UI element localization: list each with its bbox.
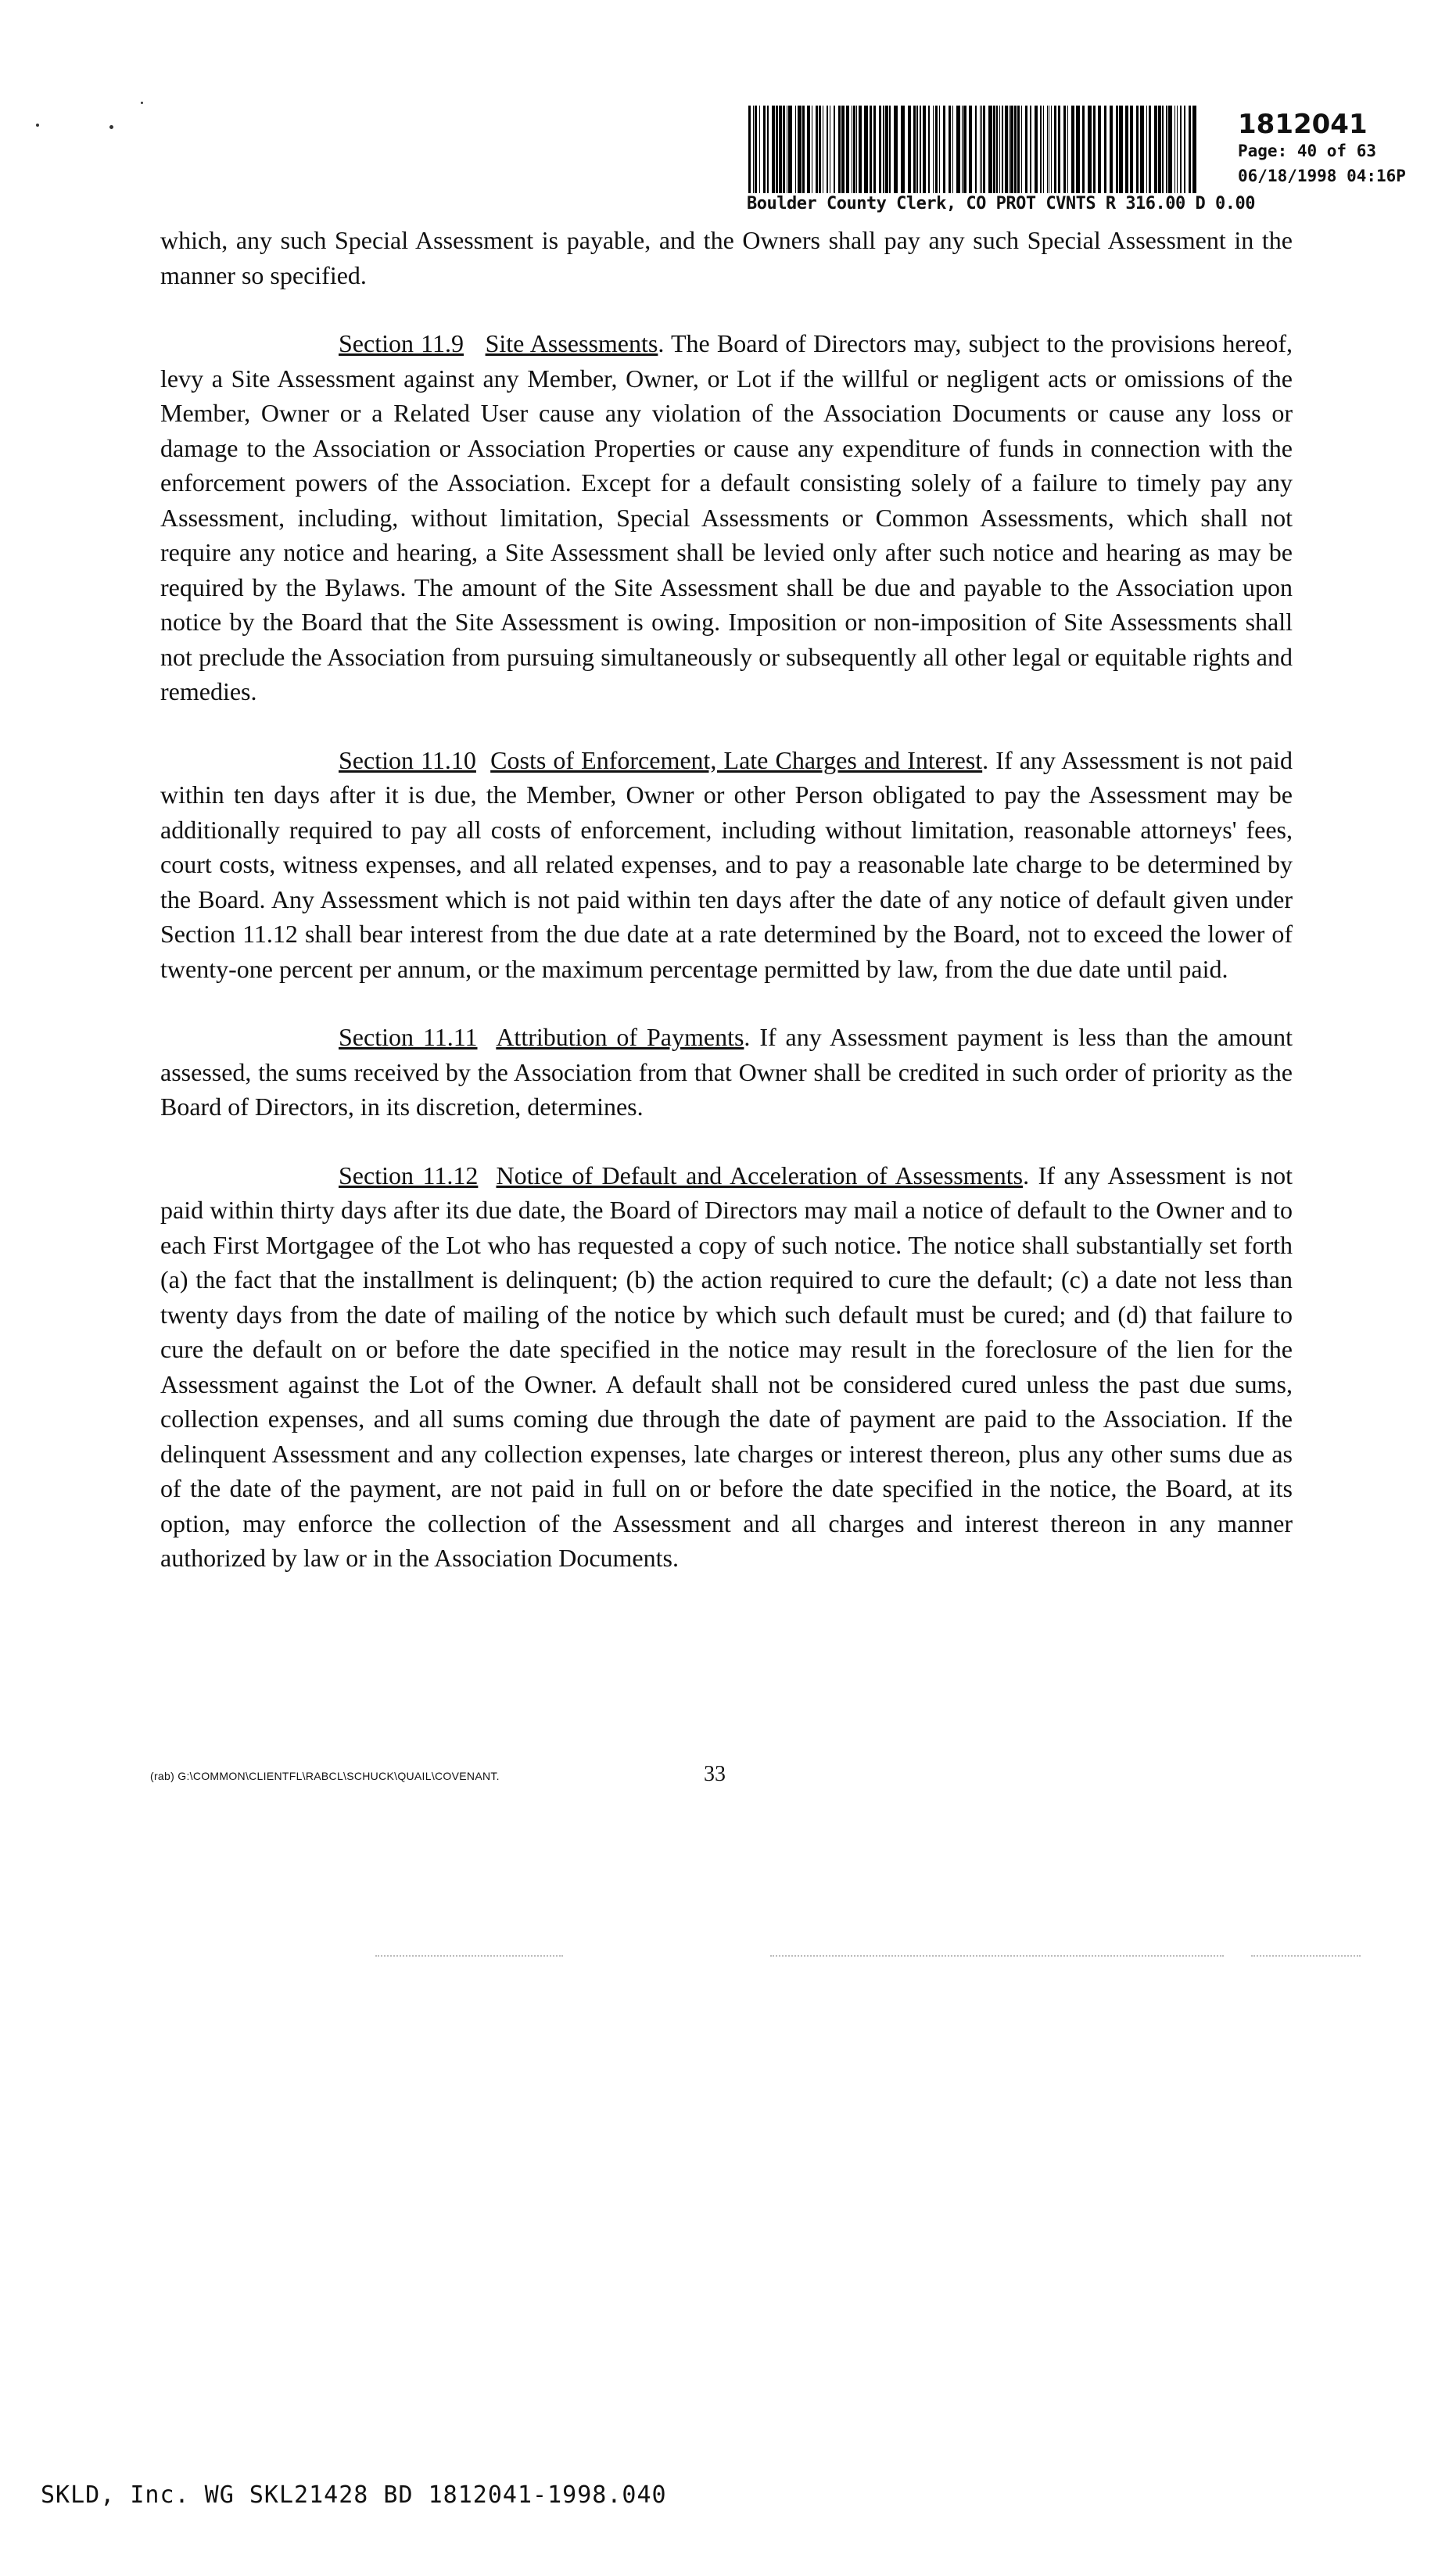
paragraph-section-11-12 xyxy=(160,1158,1293,1576)
barcode-bar xyxy=(1184,106,1185,193)
scan-speck xyxy=(141,102,143,104)
stamp-date: 06/18/1998 04:16P xyxy=(1238,167,1406,185)
barcode-bar xyxy=(1130,106,1133,193)
barcode-bar xyxy=(1040,106,1042,193)
barcode-bar xyxy=(901,106,905,193)
barcode-bar xyxy=(923,106,926,193)
barcode-bar xyxy=(980,106,981,193)
barcode-bar xyxy=(1009,106,1010,193)
scan-speck xyxy=(36,124,39,127)
section-title: Attribution of Payments xyxy=(496,1023,744,1051)
barcode-bar xyxy=(996,106,998,193)
barcode-bar xyxy=(913,106,916,193)
barcode-bar xyxy=(819,106,821,193)
paragraph-continuation xyxy=(160,223,1293,292)
barcode-bar xyxy=(1025,106,1027,193)
barcode-bar xyxy=(883,106,884,193)
barcode-bar xyxy=(975,106,977,193)
barcode-bar xyxy=(1140,106,1144,193)
section-number: Section 11.9 xyxy=(339,329,464,357)
barcode-bar xyxy=(1098,106,1101,193)
section-number: Section 11.11 xyxy=(339,1023,478,1051)
barcode-bar xyxy=(1174,106,1175,193)
paragraph-text: . If any Assessment is not paid within thirty days after its due date, the Board of Directors may mail a notice of default to the Owner and to each First Mortgagee of the Lot who has requested a copy of such notice. The notice shall substantially set forth (a) the fact that the installment is delinquent; (b) the action required to cure the default; (c) a date not less than twenty days from the date of mailing of the notice by which such default must be cured; and (d) that failure to cure the default on or before the date specified in the notice may result in the foreclosure of the lien for the Assessment against the Lot of the Owner. A default shall not be considered cured unless the past due sums, collection expenses, and all sums coming due through the date of payment are paid to the Association. If the delinquent Assessment and any collection expenses, late charges or interest thereon, plus any other sums due as of the date of the payment, are not paid in full on or before the date specified in the notice, the Board, at its option, may enforce the collection of the Assessment and all charges and interest thereon in any manner authorized by law or in the Association Documents. xyxy=(160,1161,1293,1572)
section-title: Notice of Default and Acceleration of Assessments xyxy=(496,1161,1024,1189)
barcode-bar xyxy=(859,106,862,193)
barcode-bar xyxy=(753,106,754,193)
section-title: Costs of Enforcement, Late Charges and Interest xyxy=(490,745,983,774)
stamp-caption: Boulder County Clerk, CO PROT CVNTS R 316.00 D 0.00 xyxy=(747,194,1256,213)
barcode-bar xyxy=(1054,106,1056,193)
barcode-bar xyxy=(755,106,757,193)
barcode-bar xyxy=(1047,106,1048,193)
barcode-bar xyxy=(949,106,951,193)
scan-artifact-line xyxy=(1251,1955,1361,1957)
barcode-bar xyxy=(1035,106,1038,193)
barcode-bar xyxy=(1071,106,1074,193)
scan-artifact-line xyxy=(770,1955,1224,1957)
barcode-bar xyxy=(841,106,845,193)
barcode-bar xyxy=(1116,106,1118,193)
barcode-bar xyxy=(856,106,857,193)
barcode-bar xyxy=(798,106,802,193)
barcode-bar xyxy=(1192,106,1196,193)
barcode-bar xyxy=(943,106,945,193)
paragraph-section-11-11 xyxy=(160,1020,1293,1125)
document-body xyxy=(160,223,1293,1609)
barcode-bar xyxy=(963,106,966,193)
barcode-bar xyxy=(1017,106,1020,193)
section-number: Section 11.10 xyxy=(339,745,476,774)
barcode-bar xyxy=(988,106,992,193)
footer-file-path: (rab) G:\COMMON\CLIENTFL\RABCL\SCHUCK\QUAIL\COVENANT. xyxy=(150,1770,500,1782)
barcode-bar xyxy=(759,106,760,193)
barcode-bar xyxy=(1154,106,1157,193)
page-number: 33 xyxy=(704,1762,726,1786)
barcode-bar xyxy=(870,106,872,193)
barcode-bar xyxy=(838,106,841,193)
barcode-bar xyxy=(920,106,921,193)
barcode-bar xyxy=(1010,106,1013,193)
barcode-bar xyxy=(853,106,855,193)
paragraph-text: which, any such Special Assessment is payable, and the Owners shall pay any such Special Assessment in the manner so specified. xyxy=(160,226,1293,289)
barcode-bar xyxy=(1125,106,1128,193)
barcode-bar xyxy=(983,106,985,193)
paragraph-text: . If any Assessment is not paid within ten days after it is due, the Member, Owner or other Person obligated to pay the Assessment may be additionally required to pay all costs of enforcement, including without limitation, reasonable attorneys' fees, court costs, witness expenses, and all related expenses, and to pay a reasonable late charge to be determined by the Board. Any Assessment which is not paid within ten days after the date of any notice of default given under Section 11.12 shall bear interest from the due date at a rate determined by the Board, not to exceed the lower of twenty-one percent per annum, or the maximum percentage permitted by law, from the due date until paid. xyxy=(160,745,1293,983)
barcode-bar xyxy=(1021,106,1022,193)
barcode-bar xyxy=(763,106,766,193)
barcode-bar xyxy=(952,106,953,193)
scan-artifact-line xyxy=(375,1955,563,1957)
barcode-bar xyxy=(969,106,972,193)
barcode-bar xyxy=(873,106,876,193)
barcode-bar xyxy=(772,106,775,193)
barcode-bar xyxy=(885,106,888,193)
paragraph-section-11-9 xyxy=(160,326,1293,709)
barcode-bar xyxy=(779,106,782,193)
barcode-bar xyxy=(767,106,769,193)
barcode-bar xyxy=(1168,106,1172,193)
barcode-bar xyxy=(834,106,835,193)
barcode-bar xyxy=(1180,106,1182,193)
paragraph-text: . If any Assessment payment is less than the amount assessed, the sums received by the Association from that Owner shall be credited in such order of priority as the Board of Directors, in its discretion, determines. xyxy=(160,1023,1293,1121)
section-number: Section 11.12 xyxy=(339,1161,479,1189)
barcode-bar xyxy=(1082,106,1085,193)
barcode-bar xyxy=(795,106,796,193)
barcode-bar xyxy=(1058,106,1060,193)
barcode-bar xyxy=(981,106,982,193)
barcode-bar xyxy=(999,106,1000,193)
barcode-bar xyxy=(1189,106,1191,193)
barcode-bar xyxy=(916,106,918,193)
barcode-bar xyxy=(1177,106,1178,193)
barcode-graphic xyxy=(747,106,1200,198)
barcode-bar xyxy=(1158,106,1161,193)
barcode-bar xyxy=(1146,106,1147,193)
barcode-bar xyxy=(956,106,960,193)
barcode-bar xyxy=(1067,106,1068,193)
barcode-bar xyxy=(1166,106,1167,193)
barcode-bar xyxy=(933,106,934,193)
barcode-bar xyxy=(827,106,828,193)
barcode-bar xyxy=(1119,106,1123,193)
stamp-page-count: Page: 40 of 63 xyxy=(1238,142,1377,160)
barcode-bar xyxy=(1005,106,1008,193)
barcode-bar xyxy=(802,106,805,193)
barcode-bar xyxy=(783,106,785,193)
barcode-bar xyxy=(816,106,818,193)
barcode-bar xyxy=(1136,106,1139,193)
recording-stamp xyxy=(747,106,1411,219)
barcode-bar xyxy=(864,106,868,193)
barcode-bar xyxy=(748,106,751,193)
barcode-bar xyxy=(846,106,849,193)
barcode-bar xyxy=(1030,106,1031,193)
barcode-bar xyxy=(1076,106,1080,193)
barcode-bar xyxy=(1093,106,1096,193)
barcode-bar xyxy=(935,106,938,193)
paragraph-text: . The Board of Directors may, subject to the provisions hereof, levy a Site Assessment against any Member, Owner, or Lot if the willful or negligent acts or omissions of the Member, Owner or a Related User cause any violation of the Association Documents or cause any loss or damage to the Association or Association Properties or cause any expenditure of funds in connection with the enforcement powers of the Association. Except for a default consisting solely of a failure to timely pay any Assessment, including, without limitation, Special Assessments or Common Assessments, which shall not require any notice and hearing, a Site Assessment shall be levied only after such notice and hearing as may be required by the Bylaws. The amount of the Site Assessment shall be due and payable to the Association upon notice by the Board that the Site Assessment is owing. Imposition or non-imposition of Site Assessments shall not preclude the Association from pursuing simultaneously or subsequently all other legal or equitable rights and remedies. xyxy=(160,329,1293,705)
barcode-bar xyxy=(1051,106,1052,193)
barcode-bar xyxy=(807,106,810,193)
barcode-bar xyxy=(1162,106,1164,193)
barcode-bar xyxy=(889,106,891,193)
reception-number: 1812041 xyxy=(1238,109,1368,140)
barcode-bar xyxy=(879,106,881,193)
section-title: Site Assessments xyxy=(485,329,658,357)
barcode-bar xyxy=(1110,106,1113,193)
barcode-bar xyxy=(962,106,963,193)
document-id-line: SKLD, Inc. WG SKL21428 BD 1812041-1998.040 xyxy=(41,2481,667,2509)
barcode-bar xyxy=(1002,106,1003,193)
barcode-bar xyxy=(776,106,778,193)
barcode-bar xyxy=(1149,106,1151,193)
barcode-bar xyxy=(928,106,930,193)
barcode-bar xyxy=(1063,106,1066,193)
paragraph-section-11-10 xyxy=(160,743,1293,987)
barcode-bar xyxy=(1014,106,1017,193)
barcode-bar xyxy=(993,106,995,193)
barcode-bar xyxy=(788,106,792,193)
barcode-bar xyxy=(1088,106,1092,193)
barcode-bar xyxy=(908,106,911,193)
scan-speck xyxy=(109,125,113,129)
barcode-bar xyxy=(1104,106,1106,193)
barcode-bar xyxy=(894,106,898,193)
barcode-bar xyxy=(1043,106,1044,193)
barcode-bar xyxy=(939,106,940,193)
